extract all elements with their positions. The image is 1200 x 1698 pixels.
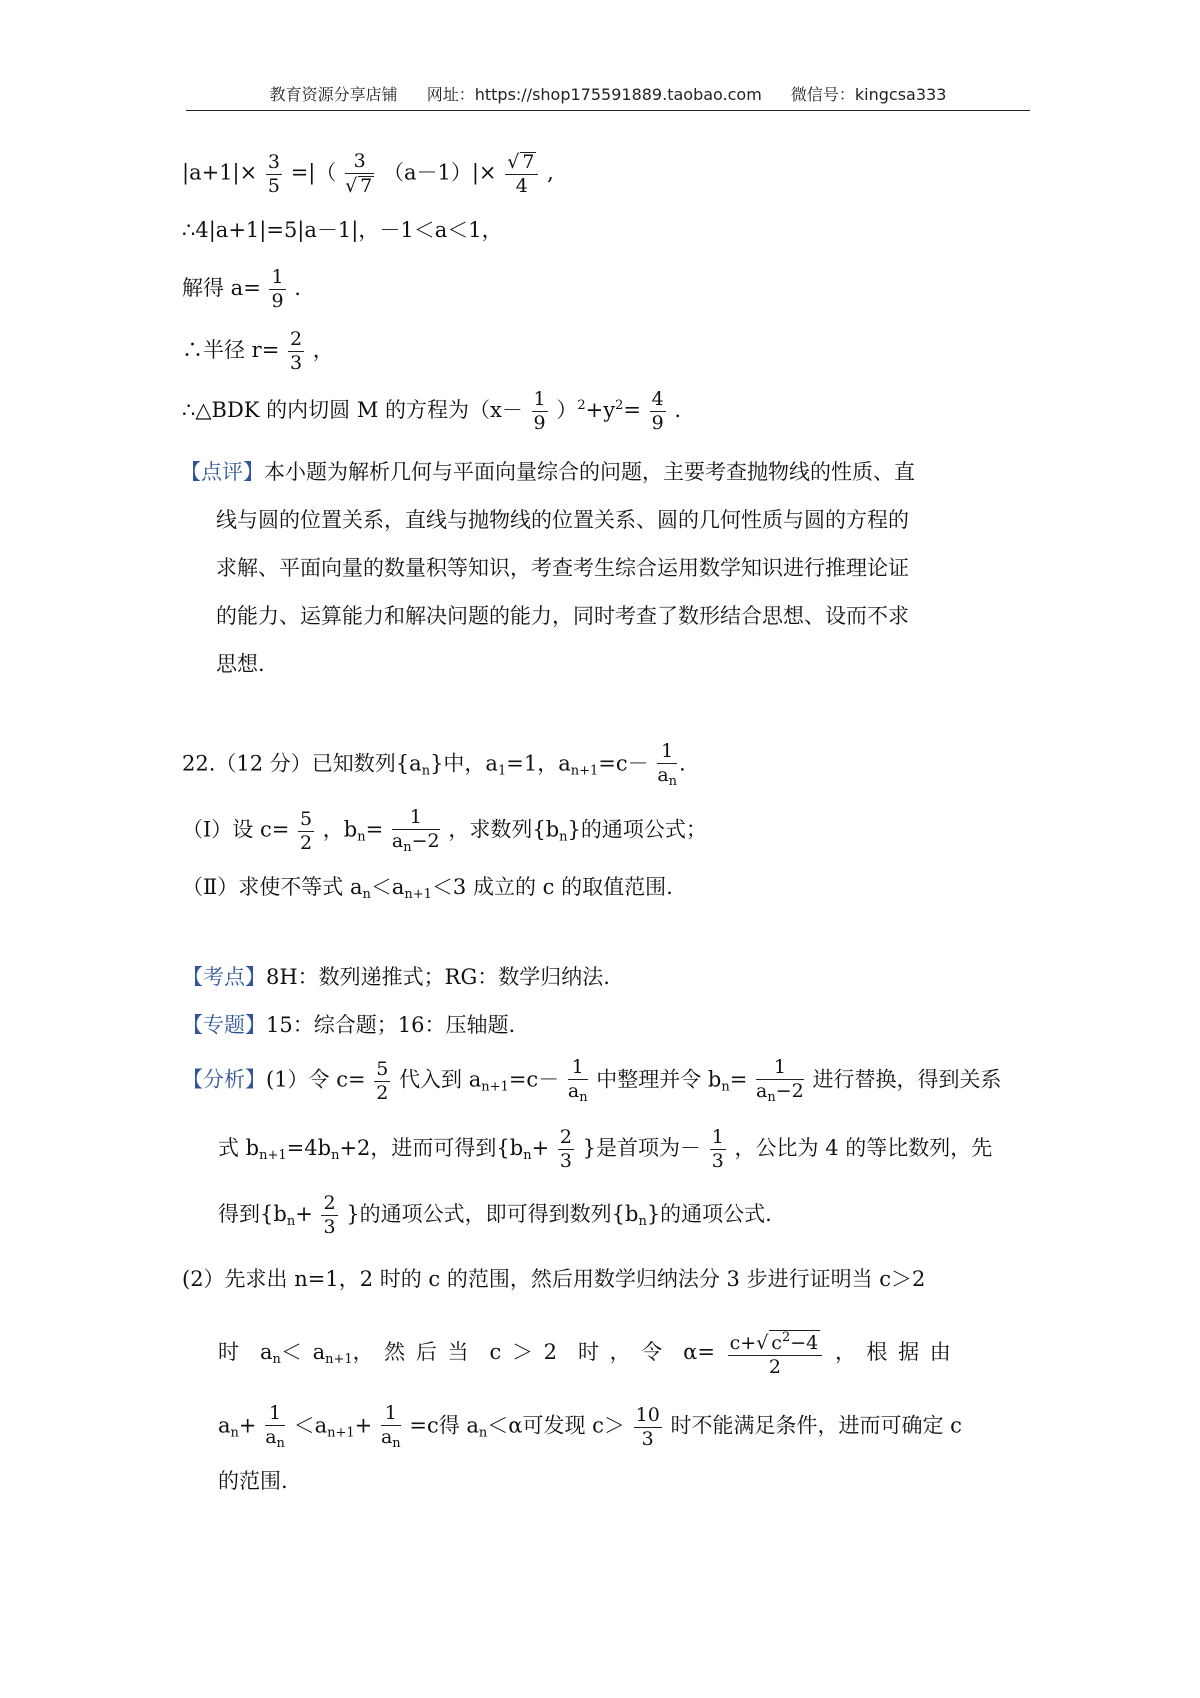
fenxi-line-1: 【分析】(1）令 c= $\frac{5}{2}$ 代入到 $a_{n+1}=c-$ $\frac{1}{a_n}$ 中整理并令 $b_n=$ $\frac{1}{a_n-2}$ 进行替换，得到关系 — [182, 1056, 1002, 1105]
fenxi-line-7: 的范围. — [218, 1469, 288, 1493]
zhuanti-line: 【专题】15：综合题；16：压轴题. — [182, 1013, 516, 1037]
kaodian-line: 【考点】8H：数列递推式；RG：数学归纳法. — [182, 965, 610, 989]
header-shop: 教育资源分享店铺 — [269, 85, 398, 104]
solution-line-4: ∴半径 r= $\frac{2}{3}$ ， — [182, 328, 334, 374]
question-22-stem: 22.（12 分）已知数列$\{a_n\}$中，$a_1=1$，$a_{n+1}=c-$ $\frac{1}{a_n}$ . — [182, 740, 686, 789]
fenxi-line-2: 式 $b_{n+1}=4b_n+2$，进而可得到{$b_n+$ $\frac{2}{3}$ }是首项为－ $\frac{1}{3}$ ，公比为 4 的等比数列，先 — [218, 1126, 993, 1172]
review-tag: 【点评】 — [180, 460, 264, 484]
header-url: 网址：https://shop175591889.taobao.com — [426, 85, 762, 104]
solution-line-1: |a+1|× $\frac{3}{5}$ =|（ $\frac{3}{√ 7}$ （a－1）|× $\frac{√ 7}{4}$ , — [182, 150, 554, 197]
fenxi-line-6: $a_n+$ $\frac{1}{a_n}$ $<a_{n+1}+$ $\frac{1}{a_n}$ =c得 $a_n<\alpha$可发现 c＞ $\frac{10}{3}$ 时不能满足条件，进而可确定 c — [218, 1402, 962, 1451]
review-paragraph: 【点评】本小题为解析几何与平面向量综合的问题，主要考查抛物线的性质、直 线与圆的位置关系，直线与抛物线的位置关系、圆的几何性质与圆的方程的 求解、平面向量的数量积等知识，考查考生综合运用数学知识进行推理论证 的能力、运算能力和解决问题的能力，同时考查了数形结合思想、设而不求 思想. — [180, 460, 915, 676]
question-22-part-1: （Ⅰ）设 c= $\frac{5}{2}$ ，$b_n=$ $\frac{1}{a_n-2}$ ，求数列$\{b_n\}$的通项公式； — [182, 806, 707, 855]
zhuanti-tag: 【专题】 — [182, 1013, 266, 1037]
fenxi-tag: 【分析】 — [182, 1067, 266, 1092]
header-divider — [186, 110, 1030, 111]
page-header — [186, 82, 1030, 105]
kaodian-tag: 【考点】 — [182, 965, 266, 989]
header-wechat: 微信号：kingcsa333 — [790, 85, 947, 104]
fenxi-line-5: 时 $a_n< a_{n+1}$， 然 后 当 c ＞ 2 时 ， 令 α= $\frac{c+√ c^2-4}{2}$ ， 根 据 由 — [218, 1330, 951, 1378]
solution-line-3: 解得 a= $\frac{1}{9}$ . — [182, 266, 301, 312]
fenxi-line-4: (2）先求出 n=1，2 时的 c 的范围，然后用数学归纳法分 3 步进行证明当 c＞2 — [182, 1267, 926, 1291]
solution-line-2: ∴4|a+1|=5|a－1|，－1＜a＜1， — [182, 218, 503, 242]
question-22-part-2: （Ⅱ）求使不等式 $a_n<a_{n+1}<3$ 成立的 c 的取值范围. — [182, 875, 673, 902]
solution-line-5: ∴△BDK 的内切圆 M 的方程为（x－ $\frac{1}{9}$ ）$^2+y^2=$ $\frac{4}{9}$ . — [182, 388, 682, 434]
fenxi-line-3: 得到{$b_n+$ $\frac{2}{3}$ }的通项公式，即可得到数列$\{b_n\}$的通项公式. — [218, 1192, 772, 1238]
